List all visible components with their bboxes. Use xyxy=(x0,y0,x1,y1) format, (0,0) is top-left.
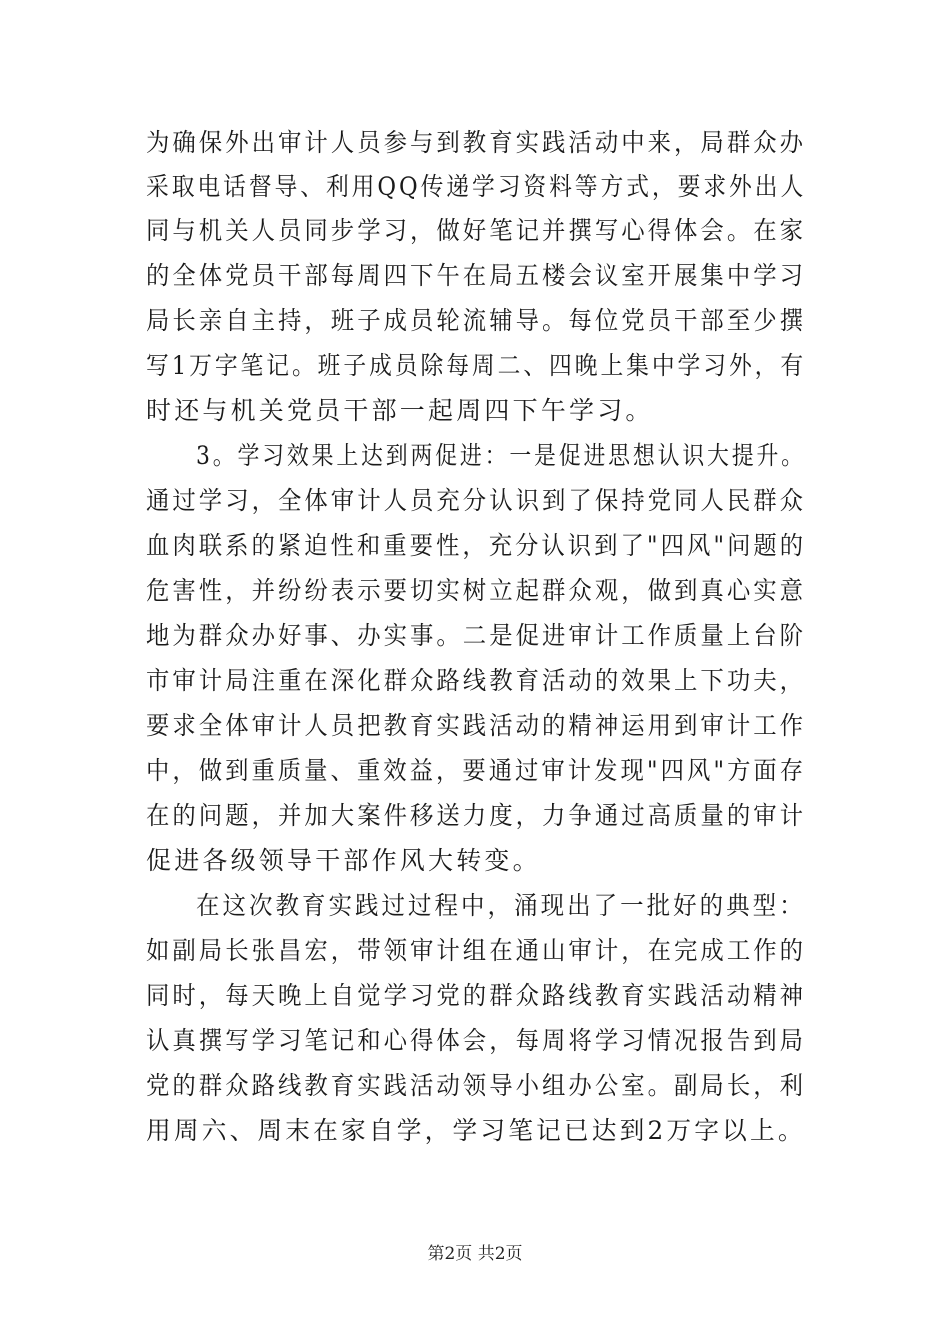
text-line: 同与机关人员同步学习，做好笔记并撰写心得体会。在家 xyxy=(146,216,807,245)
text-line: 要求全体审计人员把教育实践活动的精神运用到审计工作 xyxy=(146,711,807,740)
text-line: 的全体党员干部每周四下午在局五楼会议室开展集中学习 xyxy=(146,261,807,290)
text-line: 危害性，并纷纷表示要切实树立起群众观，做到真心实意 xyxy=(146,576,807,605)
text-line: 通过学习，全体审计人员充分认识到了保持党同人民群众 xyxy=(146,486,807,515)
text-line: 如副局长张昌宏，带领审计组在通山审计，在完成工作的 xyxy=(146,936,807,965)
text-line: 在的问题，并加大案件移送力度，力争通过高质量的审计 xyxy=(146,801,807,830)
text-line: 地为群众办好事、办实事。二是促进审计工作质量上台阶 xyxy=(146,621,807,650)
page-footer: 第2页 共2页 xyxy=(427,1244,523,1264)
text-line: 用周六、周末在家自学，学习笔记已达到2万字以上。 xyxy=(146,1116,806,1145)
text-line: 市审计局注重在深化群众路线教育活动的效果上下功夫， xyxy=(146,666,807,695)
text-line: 中，做到重质量、重效益，要通过审计发现"四风"方面存 xyxy=(146,756,807,785)
text-line: 采取电话督导、利用QQ传递学习资料等方式，要求外出人 xyxy=(146,172,807,201)
text-line: 时还与机关党员干部一起周四下午学习。 xyxy=(146,396,654,425)
text-line: 为确保外出审计人员参与到教育实践活动中来，局群众办 xyxy=(146,128,807,157)
text-line-indented: 在这次教育实践过过程中，涌现出了一批好的典型： xyxy=(196,891,806,920)
text-line: 同时，每天晚上自觉学习党的群众路线教育实践活动精神 xyxy=(146,981,807,1010)
text-line: 认真撰写学习笔记和心得体会，每周将学习情况报告到局 xyxy=(146,1026,807,1055)
text-line: 写1万字笔记。班子成员除每周二、四晚上集中学习外，有 xyxy=(146,351,807,380)
text-line: 局长亲自主持，班子成员轮流辅导。每位党员干部至少撰 xyxy=(146,306,807,335)
text-line: 党的群众路线教育实践活动领导小组办公室。副局长，利 xyxy=(146,1071,807,1100)
text-line: 促进各级领导干部作风大转变。 xyxy=(146,846,541,875)
text-line: 血肉联系的紧迫性和重要性，充分认识到了"四风"问题的 xyxy=(146,531,807,560)
text-line-indented: 3。学习效果上达到两促进：一是促进思想认识大提升。 xyxy=(196,441,806,470)
